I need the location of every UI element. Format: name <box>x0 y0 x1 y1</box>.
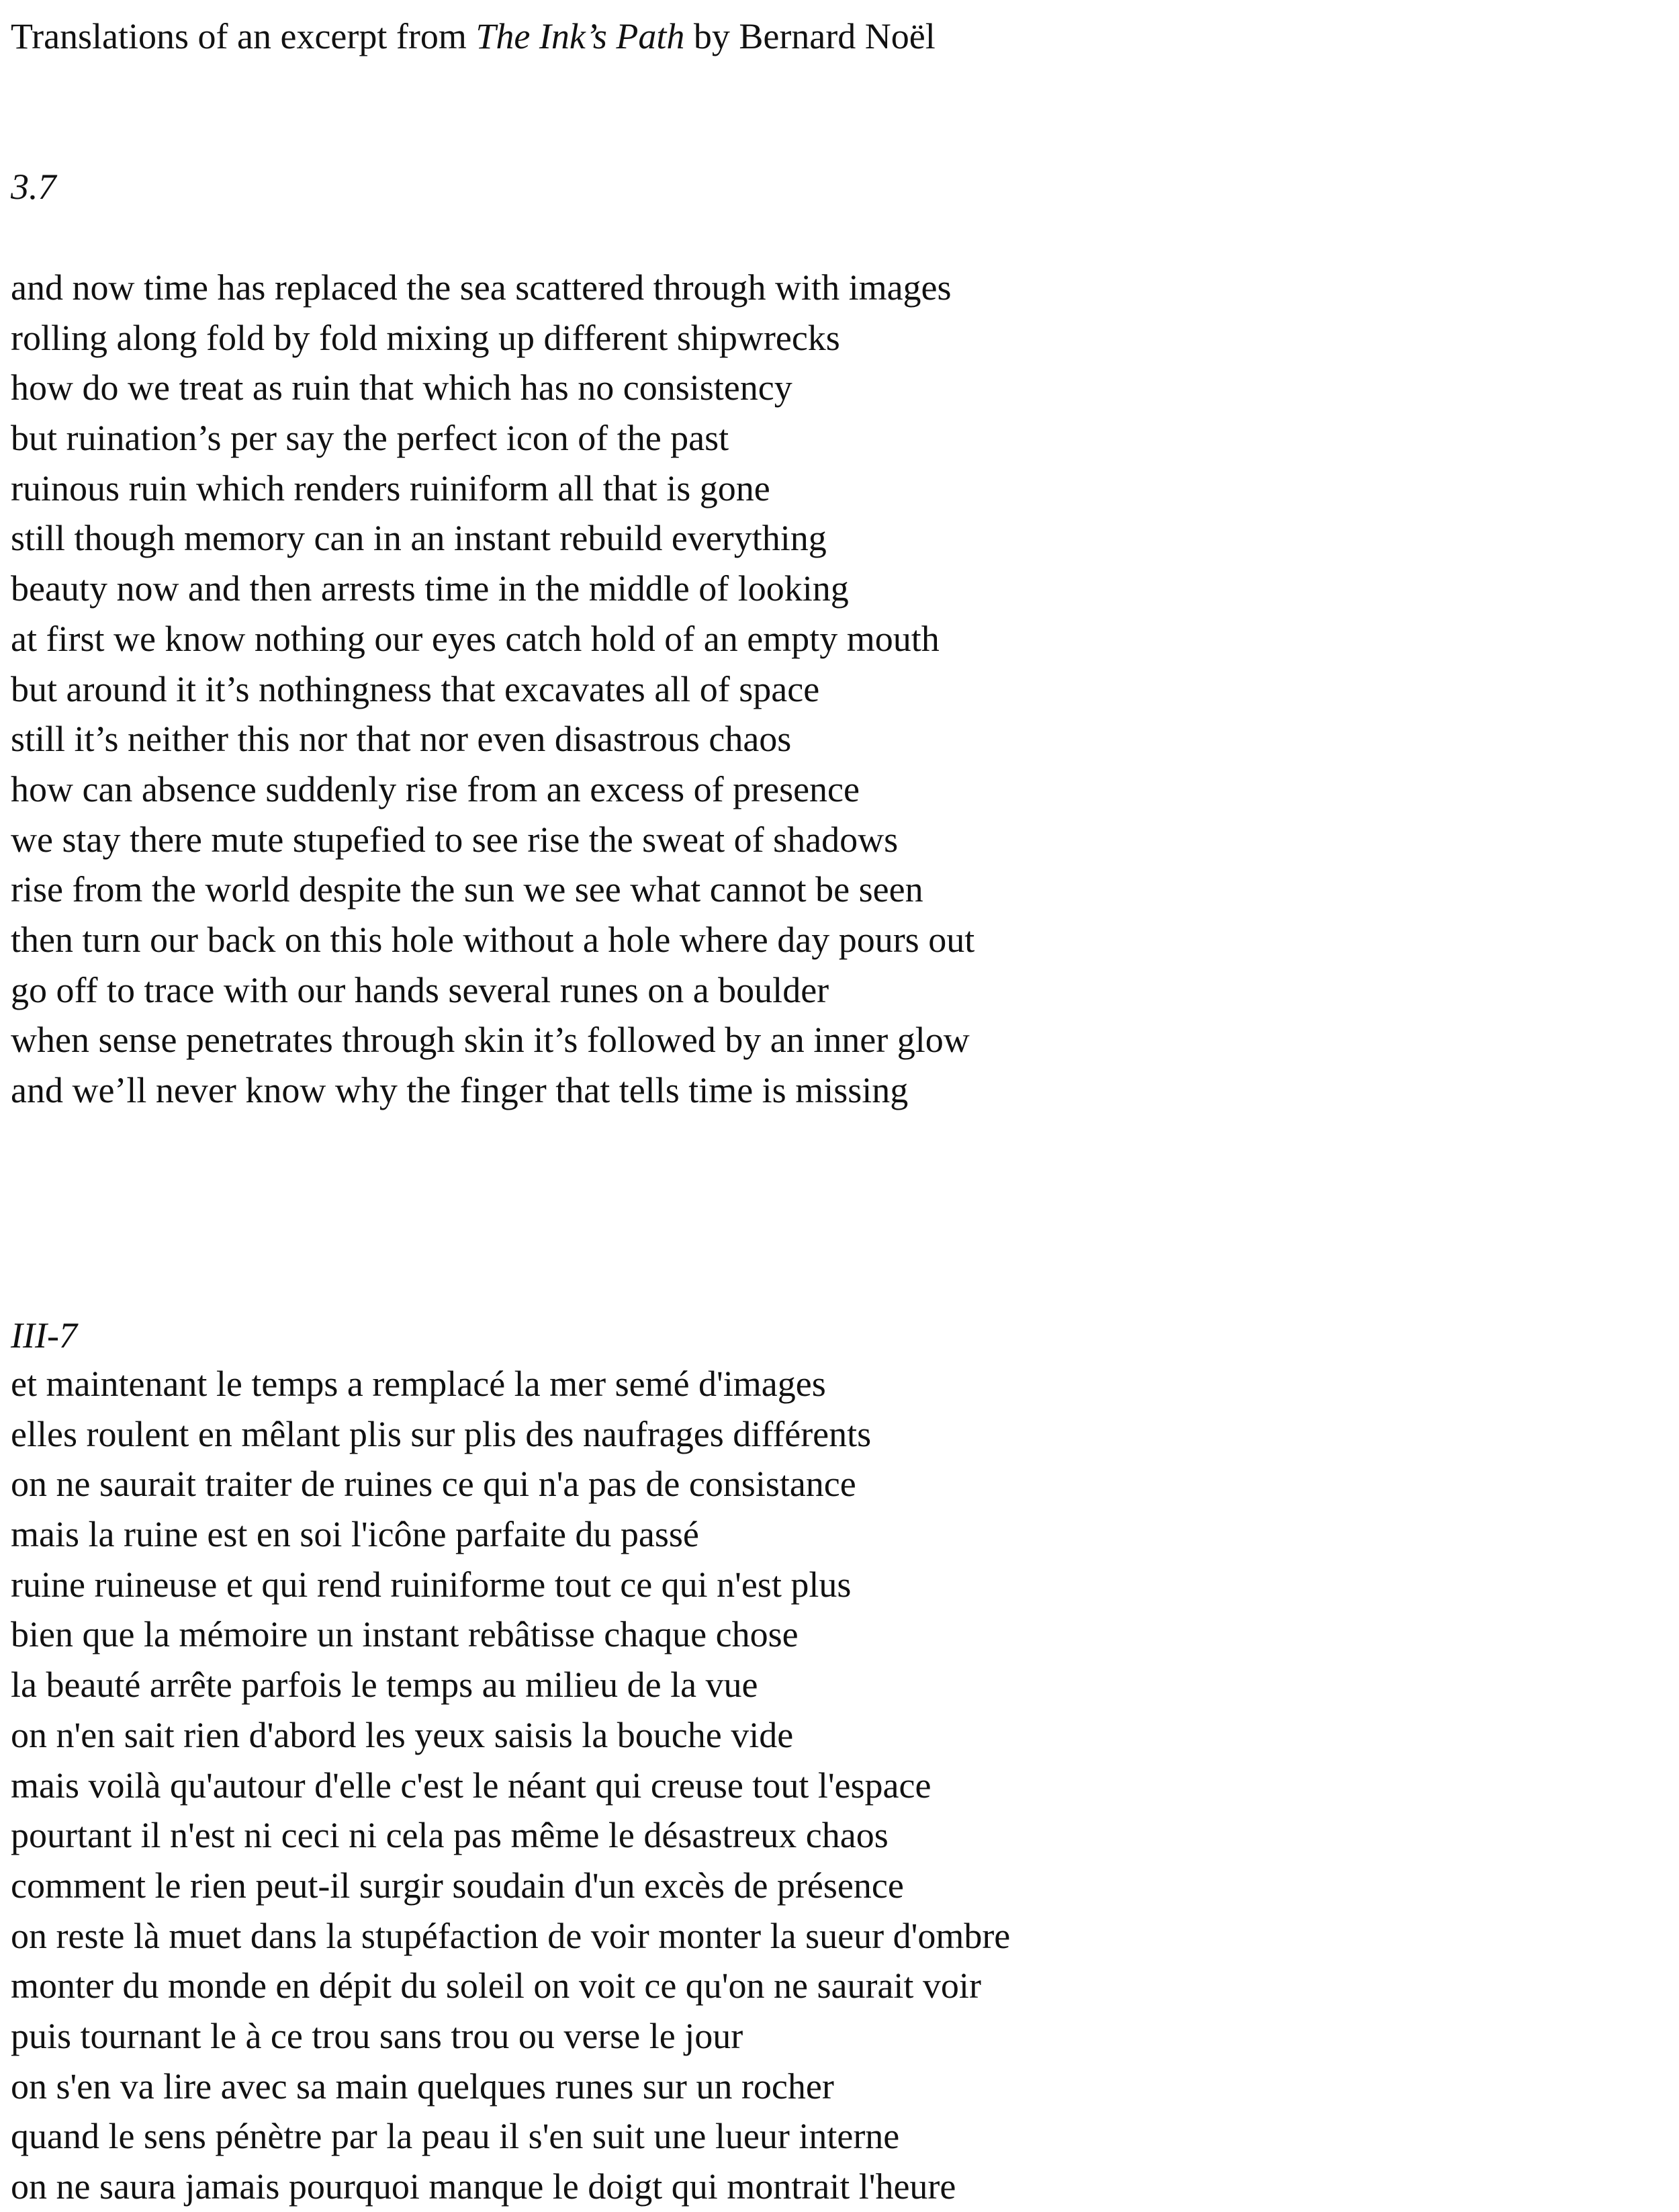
verse-line: comment le rien peut-il surgir soudain d'un excès de présence <box>11 1865 904 1906</box>
title-work: The Ink’s Path <box>475 16 685 56</box>
verse-line: we stay there mute stupefied to see rise the sweat of shadows <box>11 819 899 860</box>
french-verse <box>11 1359 1010 2212</box>
verse-line: go off to trace with our hands several runes on a boulder <box>11 969 829 1010</box>
verse-line: pourtant il n'est ni ceci ni cela pas même le désastreux chaos <box>11 1815 889 1856</box>
verse-line: still though memory can in an instant rebuild everything <box>11 518 827 559</box>
verse-line: ruine ruineuse et qui rend ruiniforme tout ce qui n'est plus <box>11 1564 852 1605</box>
verse-line: how do we treat as ruin that which has no consistency <box>11 367 792 408</box>
verse-line: on ne saura jamais pourquoi manque le doigt qui montrait l'heure <box>11 2166 956 2207</box>
verse-line: on ne saurait traiter de ruines ce qui n'a pas de consistance <box>11 1464 856 1505</box>
verse-line: and we’ll never know why the finger that tells time is missing <box>11 1070 909 1110</box>
verse-line: how can absence suddenly rise from an excess of presence <box>11 768 860 809</box>
verse-line: et maintenant le temps a remplacé la mer semé d'images <box>11 1364 826 1404</box>
verse-line: rolling along fold by fold mixing up different shipwrecks <box>11 317 840 358</box>
verse-line: but ruination’s per say the perfect icon of the past <box>11 418 729 459</box>
title-prefix: Translations of an excerpt from <box>11 16 476 56</box>
verse-line: monter du monde en dépit du soleil on voit ce qu'on ne saurait voir <box>11 1965 981 2006</box>
verse-line: on n'en sait rien d'abord les yeux saisis la bouche vide <box>11 1714 794 1755</box>
verse-line: bien que la mémoire un instant rebâtisse chaque chose <box>11 1614 799 1655</box>
verse-line: la beauté arrête parfois le temps au milieu de la vue <box>11 1665 758 1706</box>
verse-line: on reste là muet dans la stupéfaction de voir monter la sueur d'ombre <box>11 1915 1011 1956</box>
verse-line: elles roulent en mêlant plis sur plis des naufrages différents <box>11 1413 872 1454</box>
verse-line: ruinous ruin which renders ruiniform all that is gone <box>11 468 770 508</box>
verse-line: quand le sens pénètre par la peau il s'en suit une lueur interne <box>11 2116 900 2157</box>
verse-line: rise from the world despite the sun we see what cannot be seen <box>11 869 923 910</box>
french-section-label: III-7 <box>11 1315 77 1356</box>
document-title <box>11 12 936 60</box>
english-section-label: 3.7 <box>11 167 56 207</box>
verse-line: when sense penetrates through skin it’s followed by an inner glow <box>11 1020 970 1061</box>
verse-line: mais la ruine est en soi l'icône parfaite du passé <box>11 1514 699 1555</box>
verse-line: and now time has replaced the sea scattered through with images <box>11 267 952 308</box>
verse-line: puis tournant le à ce trou sans trou ou verse le jour <box>11 2015 743 2056</box>
verse-line: mais voilà qu'autour d'elle c'est le néant qui creuse tout l'espace <box>11 1765 932 1806</box>
verse-line: still it’s neither this nor that nor even disastrous chaos <box>11 719 792 760</box>
verse-line: on s'en va lire avec sa main quelques runes sur un rocher <box>11 2066 834 2107</box>
verse-line: at first we know nothing our eyes catch hold of an empty mouth <box>11 618 940 659</box>
verse-line: but around it it’s nothingness that excavates all of space <box>11 668 820 709</box>
english-verse <box>11 263 974 1116</box>
verse-line: beauty now and then arrests time in the middle of looking <box>11 568 849 609</box>
verse-line: then turn our back on this hole without a hole where day pours out <box>11 919 975 960</box>
title-suffix: by Bernard Noël <box>684 16 936 56</box>
